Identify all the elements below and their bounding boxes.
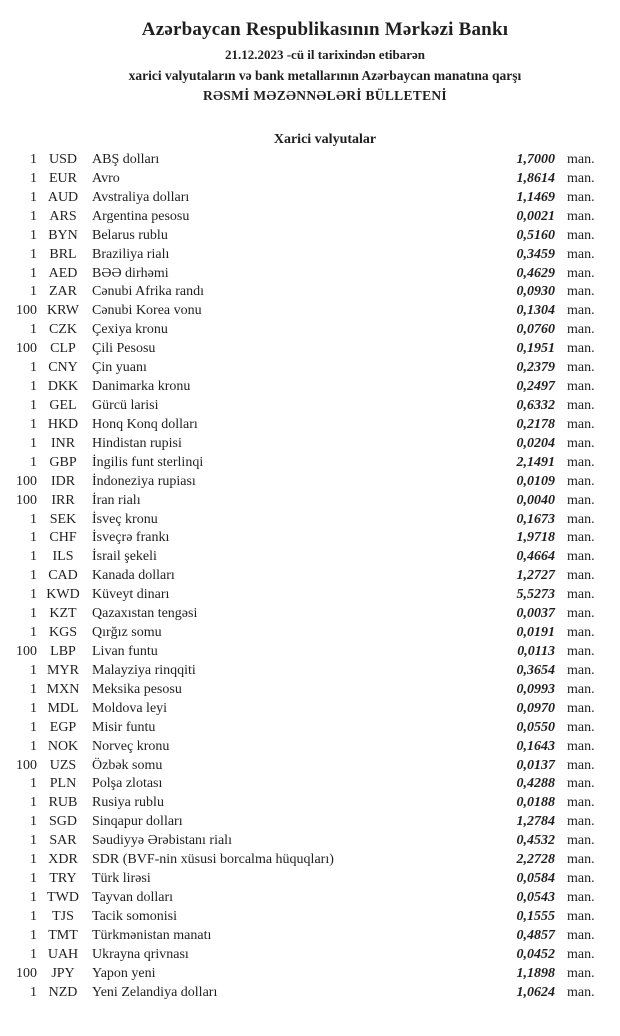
currency-unit-label: man. xyxy=(567,984,595,1000)
currency-name: Danimarka kronu xyxy=(92,379,191,395)
currency-rate-value: 0,0021 xyxy=(516,208,555,224)
currency-quantity: 1 xyxy=(30,530,37,546)
currency-name: Çin yuanı xyxy=(92,360,147,376)
currency-rate-value: 1,1898 xyxy=(516,965,555,981)
currency-rate-value: 1,2727 xyxy=(516,568,555,584)
currency-name: Honq Konq dolları xyxy=(92,416,198,432)
currency-rate-row xyxy=(0,302,620,321)
currency-quantity: 100 xyxy=(16,473,37,489)
currency-rate-value: 0,2497 xyxy=(516,379,555,395)
currency-rate-row xyxy=(0,435,620,454)
currency-quantity: 1 xyxy=(30,170,37,186)
currency-code: HKD xyxy=(47,416,79,432)
currency-name: İsveçrə frankı xyxy=(92,530,170,546)
currency-quantity: 1 xyxy=(30,776,37,792)
currency-name: Gürcü larisi xyxy=(92,397,159,413)
currency-quantity: 1 xyxy=(30,587,37,603)
currency-rate-value: 0,4629 xyxy=(516,265,555,281)
currency-quantity: 1 xyxy=(30,227,37,243)
currency-unit-label: man. xyxy=(567,606,595,622)
currency-rate-value: 1,2784 xyxy=(516,814,555,830)
currency-name: Avro xyxy=(92,170,120,186)
currency-name: Ukrayna qrivnası xyxy=(92,946,189,962)
currency-unit-label: man. xyxy=(567,189,595,205)
currency-code: JPY xyxy=(51,965,75,981)
currency-unit-label: man. xyxy=(567,454,595,470)
currency-rate-value: 0,2178 xyxy=(516,416,555,432)
currency-name: SDR (BVF-nin xüsusi borcalma hüquqları) xyxy=(92,852,334,868)
currency-unit-label: man. xyxy=(567,700,595,716)
currency-rate-row xyxy=(0,624,620,643)
currency-quantity: 1 xyxy=(30,511,37,527)
currency-code: KRW xyxy=(47,303,79,319)
bulletin-subtitle-line: xarici valyutaların və bank metallarının Azərbaycan manatına qarşı xyxy=(128,68,522,83)
currency-quantity: 1 xyxy=(30,984,37,1000)
currency-rate-value: 1,1469 xyxy=(516,189,555,205)
currency-rate-value: 0,0113 xyxy=(517,643,555,659)
currency-code: ZAR xyxy=(49,284,77,300)
currency-rate-row xyxy=(0,359,620,378)
currency-code: TJS xyxy=(52,908,74,924)
currency-rate-row xyxy=(0,605,620,624)
currency-unit-label: man. xyxy=(567,511,595,527)
currency-rate-value: 0,0137 xyxy=(516,757,555,773)
currency-code: PLN xyxy=(49,776,77,792)
currency-name: Özbək somu xyxy=(92,757,163,773)
currency-quantity: 1 xyxy=(30,814,37,830)
currency-quantity: 1 xyxy=(30,700,37,716)
currency-rate-row xyxy=(0,454,620,473)
currency-name: Yapon yeni xyxy=(92,965,156,981)
currency-name: İsveç kronu xyxy=(92,511,158,527)
currency-quantity: 100 xyxy=(16,643,37,659)
currency-unit-label: man. xyxy=(567,795,595,811)
currency-rate-row xyxy=(0,208,620,227)
currency-unit-label: man. xyxy=(567,530,595,546)
currency-rate-row xyxy=(0,927,620,946)
currency-rate-row xyxy=(0,492,620,511)
currency-rate-row xyxy=(0,189,620,208)
currency-unit-label: man. xyxy=(567,833,595,849)
currency-name: Qazaxıstan tengəsi xyxy=(92,606,198,622)
currency-unit-label: man. xyxy=(567,208,595,224)
currency-rate-row xyxy=(0,586,620,605)
currency-code: CHF xyxy=(49,530,77,546)
currency-rate-value: 0,6332 xyxy=(516,397,555,413)
currency-rate-value: 2,2728 xyxy=(516,852,555,868)
currency-name: İran rialı xyxy=(92,492,141,508)
currency-rate-value: 0,4288 xyxy=(516,776,555,792)
currency-quantity: 1 xyxy=(30,946,37,962)
currency-rate-row xyxy=(0,340,620,359)
currency-unit-label: man. xyxy=(567,303,595,319)
currency-code: BYN xyxy=(48,227,78,243)
currency-rate-row xyxy=(0,397,620,416)
currency-unit-label: man. xyxy=(567,871,595,887)
currency-rate-value: 1,8614 xyxy=(516,170,555,186)
currency-rate-row xyxy=(0,775,620,794)
currency-rate-value: 1,7000 xyxy=(516,152,555,167)
currency-code: AED xyxy=(48,265,78,281)
currency-name: Türk lirəsi xyxy=(92,871,151,887)
currency-quantity: 100 xyxy=(16,303,37,319)
currency-unit-label: man. xyxy=(567,227,595,243)
currency-rate-row xyxy=(0,511,620,530)
currency-unit-label: man. xyxy=(567,719,595,735)
currency-code: KWD xyxy=(46,587,80,603)
currency-code: ARS xyxy=(49,208,77,224)
currency-code: CAD xyxy=(48,568,78,584)
currency-rate-value: 0,0109 xyxy=(516,473,555,489)
currency-name: Kanada dolları xyxy=(92,568,175,584)
currency-name: Livan funtu xyxy=(92,643,158,659)
currency-unit-label: man. xyxy=(567,889,595,905)
currency-rate-value: 0,0930 xyxy=(516,284,555,300)
currency-name: Misir funtu xyxy=(92,719,156,735)
currency-name: Polşa zlotası xyxy=(92,776,163,792)
currency-name: İndoneziya rupiası xyxy=(92,473,196,489)
currency-rate-row xyxy=(0,321,620,340)
currency-code: RUB xyxy=(48,795,78,811)
currency-rates-table xyxy=(0,151,620,1002)
currency-code: NZD xyxy=(48,984,78,1000)
currency-name: Küveyt dinarı xyxy=(92,587,170,603)
currency-rate-value: 0,4857 xyxy=(516,927,555,943)
currency-rate-value: 0,1555 xyxy=(516,908,555,924)
currency-rate-row xyxy=(0,265,620,284)
currency-rate-row xyxy=(0,700,620,719)
currency-rate-value: 0,2379 xyxy=(516,360,555,376)
currency-code: KGS xyxy=(48,625,77,641)
currency-rate-value: 0,0550 xyxy=(516,719,555,735)
currency-rate-value: 0,0188 xyxy=(516,795,555,811)
currency-rate-row xyxy=(0,889,620,908)
currency-rate-row xyxy=(0,851,620,870)
currency-quantity: 1 xyxy=(30,681,37,697)
currency-code: NOK xyxy=(47,738,79,754)
currency-quantity: 1 xyxy=(30,889,37,905)
currency-quantity: 1 xyxy=(30,795,37,811)
currency-rate-value: 1,9718 xyxy=(516,530,555,546)
currency-unit-label: man. xyxy=(567,246,595,262)
currency-quantity: 100 xyxy=(16,341,37,357)
currency-name: Meksika pesosu xyxy=(92,681,182,697)
currency-code: IDR xyxy=(50,473,76,489)
currency-name: Rusiya rublu xyxy=(92,795,164,811)
currency-quantity: 1 xyxy=(30,360,37,376)
currency-quantity: 1 xyxy=(30,738,37,754)
currency-code: UAH xyxy=(47,946,79,962)
currency-unit-label: man. xyxy=(567,814,595,830)
currency-unit-label: man. xyxy=(567,587,595,603)
currency-quantity: 1 xyxy=(30,662,37,678)
currency-unit-label: man. xyxy=(567,965,595,981)
currency-quantity: 100 xyxy=(16,965,37,981)
currency-rate-row xyxy=(0,643,620,662)
currency-unit-label: man. xyxy=(567,152,595,167)
currency-name: Braziliya rialı xyxy=(92,246,170,262)
currency-code: SAR xyxy=(49,833,77,849)
currency-name: Yeni Zelandiya dolları xyxy=(92,984,218,1000)
currency-quantity: 1 xyxy=(30,435,37,451)
currency-unit-label: man. xyxy=(567,568,595,584)
currency-unit-label: man. xyxy=(567,757,595,773)
currency-name: Cənubi Korea vonu xyxy=(92,303,202,319)
currency-name: Hindistan rupisi xyxy=(92,435,182,451)
currency-quantity: 1 xyxy=(30,189,37,205)
currency-code: INR xyxy=(50,435,76,451)
currency-unit-label: man. xyxy=(567,927,595,943)
currency-unit-label: man. xyxy=(567,379,595,395)
currency-rate-row xyxy=(0,246,620,265)
official-rates-bulletin-title: RƏSMİ MƏZƏNNƏLƏRİ BÜLLETENİ xyxy=(202,88,447,103)
currency-name: Türkmənistan manatı xyxy=(92,927,212,943)
currency-rate-row xyxy=(0,794,620,813)
currency-code: AUD xyxy=(47,189,79,205)
currency-code: USD xyxy=(48,152,77,167)
currency-unit-label: man. xyxy=(567,265,595,281)
currency-name: Argentina pesosu xyxy=(92,208,190,224)
currency-rate-row xyxy=(0,738,620,757)
currency-rate-value: 0,5160 xyxy=(516,227,555,243)
currency-unit-label: man. xyxy=(567,473,595,489)
currency-rate-row xyxy=(0,170,620,189)
currency-code: BRL xyxy=(49,246,77,262)
currency-quantity: 1 xyxy=(30,379,37,395)
section-title-foreign-currencies: Xarici valyutalar xyxy=(273,132,377,147)
currency-rate-value: 0,0584 xyxy=(516,871,555,887)
currency-rate-row xyxy=(0,567,620,586)
currency-name: Belarus rublu xyxy=(92,227,168,243)
currency-rate-row xyxy=(0,908,620,927)
currency-rate-value: 1,0624 xyxy=(516,984,555,1000)
currency-code: DKK xyxy=(47,379,79,395)
effective-date-line: 21.12.2023 -cü il tarixindən etibarən xyxy=(224,47,426,62)
currency-rate-row xyxy=(0,832,620,851)
currency-rate-value: 0,4532 xyxy=(516,833,555,849)
currency-quantity: 1 xyxy=(30,152,37,167)
currency-rate-value: 0,4664 xyxy=(516,549,555,565)
currency-quantity: 1 xyxy=(30,852,37,868)
currency-unit-label: man. xyxy=(567,416,595,432)
currency-name: Sinqapur dolları xyxy=(92,814,183,830)
currency-rate-value: 0,3654 xyxy=(516,662,555,678)
currency-rate-row xyxy=(0,283,620,302)
currency-quantity: 1 xyxy=(30,625,37,641)
currency-quantity: 1 xyxy=(30,397,37,413)
currency-rate-value: 0,0970 xyxy=(516,700,555,716)
currency-rate-value: 5,5273 xyxy=(516,587,555,603)
currency-unit-label: man. xyxy=(567,492,595,508)
currency-name: Moldova leyi xyxy=(92,700,168,716)
currency-rate-value: 0,1951 xyxy=(516,341,555,357)
currency-code: TMT xyxy=(48,927,78,943)
currency-quantity: 1 xyxy=(30,284,37,300)
currency-rate-row xyxy=(0,984,620,1003)
currency-rate-value: 2,1491 xyxy=(516,454,555,470)
currency-unit-label: man. xyxy=(567,322,595,338)
currency-rate-value: 0,0543 xyxy=(516,889,555,905)
currency-code: EUR xyxy=(49,170,77,186)
currency-rate-value: 0,0760 xyxy=(516,322,555,338)
currency-code: CZK xyxy=(49,322,77,338)
currency-rate-row xyxy=(0,946,620,965)
currency-rate-row xyxy=(0,965,620,984)
bank-name-title: Azərbaycan Respublikasının Mərkəzi Bankı xyxy=(141,19,509,40)
currency-unit-label: man. xyxy=(567,170,595,186)
currency-rate-row xyxy=(0,151,620,170)
currency-code: MXN xyxy=(46,681,80,697)
currency-unit-label: man. xyxy=(567,738,595,754)
currency-unit-label: man. xyxy=(567,643,595,659)
currency-quantity: 1 xyxy=(30,719,37,735)
currency-unit-label: man. xyxy=(567,284,595,300)
currency-quantity: 1 xyxy=(30,246,37,262)
currency-name: Tayvan dolları xyxy=(92,889,174,905)
currency-rate-value: 0,0191 xyxy=(516,625,555,641)
currency-code: CLP xyxy=(50,341,76,357)
currency-code: KZT xyxy=(49,606,77,622)
currency-code: MDL xyxy=(47,700,79,716)
currency-unit-label: man. xyxy=(567,908,595,924)
currency-quantity: 1 xyxy=(30,549,37,565)
currency-code: LBP xyxy=(50,643,76,659)
currency-rate-value: 0,1304 xyxy=(516,303,555,319)
currency-unit-label: man. xyxy=(567,341,595,357)
currency-quantity: 1 xyxy=(30,908,37,924)
currency-rate-row xyxy=(0,548,620,567)
currency-rate-value: 0,1673 xyxy=(516,511,555,527)
currency-code: TWD xyxy=(47,889,79,905)
currency-name: Malayziya rinqqiti xyxy=(92,662,196,678)
currency-quantity: 1 xyxy=(30,454,37,470)
currency-rate-row xyxy=(0,813,620,832)
currency-name: Çexiya kronu xyxy=(92,322,168,338)
currency-code: MYR xyxy=(47,662,79,678)
currency-quantity: 100 xyxy=(16,492,37,508)
currency-quantity: 1 xyxy=(30,265,37,281)
currency-code: XDR xyxy=(48,852,78,868)
currency-rate-row xyxy=(0,719,620,738)
currency-quantity: 1 xyxy=(30,871,37,887)
currency-rate-value: 0,0040 xyxy=(516,492,555,508)
currency-code: ILS xyxy=(52,549,74,565)
currency-name: Tacik somonisi xyxy=(92,908,177,924)
currency-name: BƏƏ dirhəmi xyxy=(92,265,169,281)
currency-unit-label: man. xyxy=(567,946,595,962)
currency-code: GEL xyxy=(49,397,77,413)
currency-code: UZS xyxy=(49,757,77,773)
currency-quantity: 1 xyxy=(30,606,37,622)
currency-unit-label: man. xyxy=(567,397,595,413)
currency-code: GBP xyxy=(49,454,77,470)
currency-unit-label: man. xyxy=(567,852,595,868)
currency-rate-row xyxy=(0,529,620,548)
currency-rate-row xyxy=(0,662,620,681)
currency-code: IRR xyxy=(51,492,75,508)
currency-quantity: 100 xyxy=(16,757,37,773)
currency-unit-label: man. xyxy=(567,681,595,697)
currency-rate-row xyxy=(0,378,620,397)
currency-name: İngilis funt sterlinqi xyxy=(92,454,204,470)
currency-rate-value: 0,0452 xyxy=(516,946,555,962)
currency-unit-label: man. xyxy=(567,625,595,641)
currency-name: ABŞ dolları xyxy=(92,152,160,167)
currency-rate-value: 0,1643 xyxy=(516,738,555,754)
currency-rate-row xyxy=(0,681,620,700)
currency-code: EGP xyxy=(49,719,77,735)
currency-quantity: 1 xyxy=(30,208,37,224)
currency-unit-label: man. xyxy=(567,435,595,451)
currency-code: SGD xyxy=(48,814,77,830)
currency-rate-row xyxy=(0,227,620,246)
currency-name: Norveç kronu xyxy=(92,738,170,754)
currency-quantity: 1 xyxy=(30,568,37,584)
currency-unit-label: man. xyxy=(567,662,595,678)
currency-name: Səudiyyə Ərəbistanı rialı xyxy=(92,833,232,849)
currency-name: Avstraliya dolları xyxy=(92,189,190,205)
currency-quantity: 1 xyxy=(30,322,37,338)
currency-rate-row xyxy=(0,757,620,776)
currency-code: TRY xyxy=(49,871,77,887)
currency-rate-value: 0,3459 xyxy=(516,246,555,262)
currency-quantity: 1 xyxy=(30,927,37,943)
currency-unit-label: man. xyxy=(567,776,595,792)
currency-quantity: 1 xyxy=(30,416,37,432)
currency-rate-value: 0,0204 xyxy=(516,435,555,451)
currency-rate-row xyxy=(0,870,620,889)
currency-code: SEK xyxy=(49,511,77,527)
currency-code: CNY xyxy=(48,360,78,376)
currency-rate-row xyxy=(0,473,620,492)
currency-unit-label: man. xyxy=(567,360,595,376)
currency-name: Çili Pesosu xyxy=(92,341,156,357)
currency-rate-value: 0,0993 xyxy=(516,681,555,697)
currency-rate-row xyxy=(0,416,620,435)
currency-unit-label: man. xyxy=(567,549,595,565)
currency-name: İsrail şekeli xyxy=(92,549,157,565)
currency-quantity: 1 xyxy=(30,833,37,849)
currency-name: Qırğız somu xyxy=(92,625,162,641)
currency-rate-value: 0,0037 xyxy=(516,606,555,622)
currency-name: Cənubi Afrika randı xyxy=(92,284,204,300)
